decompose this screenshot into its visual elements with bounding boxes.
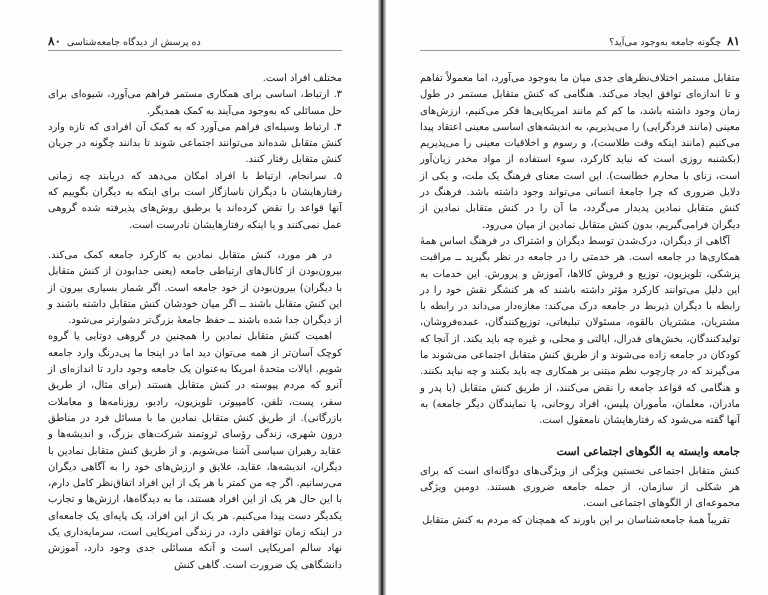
book-gutter <box>378 0 386 595</box>
section-heading: جامعه وابسته به الگوهای اجتماعی است <box>556 444 740 458</box>
list-item-text: ارتباط وسیله‌ای فراهم می‌آورد که به کمک آن افرادی که تازه وارد کنش متقابل شده‌اند می‌توانند اجتماعی شوند تا بدانند چگونه در جریان کنش متقابل رفتار کنند. <box>48 121 342 166</box>
right-paragraph-2: آگاهی از دیگران، درک‌شدن توسط دیگران و اشتراک در فرهنگ اساس همهٔ همکاری‌ها در جامعه است. هر خدمتی را در جامعه در نظر بگیرید ــ مراقبت پزشکی، تلویزیون، توزیع و فروش کالاها، آموزش و پرورش. این خدمات به این دلیل می‌توانند کارکرد مؤثر داشته باشند که هر کنشگر نقش خود را در رابطه با دیگران ذیربط در جامعه درک می‌کند: مغازه‌دار می‌داند در رابطه با مشتریان، مشتریان بالقوه، مسئولان تبلیغاتی، توزیع‌کنندگان، عمده‌فروشان، تولیدکنندگان، بخش‌های فدرال، ایالتی و محلی، و غیره چه باید بکند. از آنجا که کودکان در جامعه زاده می‌شوند و از طریق کنش متقابل اجتماعی می‌شوند ما می‌گیرند که در چارچوب نظم مبتنی بر همکاری چه باید بکنند و چه نباید بکنند. و هنگامی که قواعد جامعه را نقض می‌کنند، از طریق کنش متقابل (با پدر و مادران، معلمان، مأموران پلیس، افراد روحانی، یا نمایندگان دیگر جامعه) به آنها گفته می‌شود که رفتارهایشان نامعقول است. <box>420 235 740 427</box>
left-page <box>0 0 378 595</box>
numbered-list <box>48 87 342 234</box>
right-paragraph-4: تقریباً همهٔ جامعه‌شناسان بر این باورند که همچنان که مردم به کنش متقابل <box>422 514 730 526</box>
right-body-text <box>420 71 740 529</box>
left-paragraph-2: اهمیت کنش متقابل نمادین را همچنین در گروهی دوتایی یا گروه کوچک آسان‌تر از همه می‌توان دید اما در اینجا ما پی‌درنگ وارد جامعه شویم. ایالات متحدهٔ امریکا به‌عنوان یک جامعه وجود دارد تا اندازه‌ای از آنرو که مردم پیوسته در کنش متقابل هستند (برای مثال، از طریق سفر، پست، تلفن، کامپیوتر، تلویزیون، رادیو، روزنامه‌ها و معاملات بازرگانی). از طریق کنش متقابل نمادین ما با مسائل فرد در مناطق درون شهری، زندگی رؤسای ثروتمند شرکت‌های بزرگ، و اندیشه‌ها و عقاید رهبران سیاسی آشنا می‌شویم. و از طریق کنش متقابل نمادین با دیگران، اندیشه‌ها، عقاید، علایق و ارزش‌های خود را به آگاهی دیگران می‌رسانیم. اگر چه من کمتر با هر یک از این افراد اتفاق‌نظر کامل دارم، با این حال هر یک از این افراد هستند، ما به دیدگاه‌ها، ارزش‌ها و تجارب یکدیگر دست پیدا می‌کنیم. هر یک از این افراد، یک پایه‌ای یک جامعه‌ای در اینکه زمان توافقی دارد، در زندگی امریکایی است، سرمایه‌داری یک نهاد سالم امریکایی است و آنکه مسائلی جدی وجود دارد، آموزش دانشگاهی یک ضرورت است. گاهی کنش <box>48 331 342 571</box>
list-item <box>48 120 342 169</box>
list-item <box>48 169 342 234</box>
list-item-number: ۴. <box>333 121 343 133</box>
left-intro-line: مختلف افراد است. <box>262 73 342 84</box>
right-paragraph-3: کنش متقابل اجتماعی نخستین ویژگی از ویژگی‌های دوگانه‌ای است که برای هر شکلی از سازمان، از جمله جامعه ضروری هستند. دومین ویژگی مجموعه‌ای از الگوهای اجتماعی است. <box>420 465 740 510</box>
right-page-number: ۸۱ <box>727 34 740 48</box>
left-body-text <box>48 71 342 574</box>
list-item-number: ۵. <box>333 170 342 182</box>
left-page-number: ۸۰ <box>48 34 61 48</box>
left-running-title: ده پرسش از دیدگاه جامعه‌شناسی <box>66 37 201 48</box>
left-running-head <box>48 34 342 51</box>
list-item-text: سرانجام، ارتباط با افراد امکان می‌دهد که دریابند چه زمانی رفتارهایشان با دیگران ناسازگار است برای اینکه به دیگران بگوییم که آنها قواعد را نقض کرده‌اند یا برطبق روش‌های پذیرفته شده گروهی عمل نمی‌کنند و یا اینکه رفتارهایشان نادرست است. <box>48 170 342 231</box>
list-item-text: ارتباط، اساسی برای همکاری مستمر فراهم می‌آورد، شیوه‌ای برای حل مسائلی که به‌وجود می‌آیند به کمک همدیگر. <box>48 89 342 117</box>
right-page <box>386 0 768 595</box>
list-item <box>48 87 342 120</box>
right-paragraph-1: متقابل مستمر اختلاف‌نظرهای جدی میان ما به‌وجود می‌آورد، اما معمولاً تفاهم و تا اندازه‌ای توافق ایجاد می‌کند. هنگامی که کنش متقابل مستمر در طول زمان وجود داشته باشد، ما کم کم مانند امریکایی‌ها فکر می‌کنیم، ارزش‌های معینی (مانند فردگرایی) را می‌پذیریم، به اندیشه‌های اساسی معینی اعتقاد پیدا می‌کنیم (مانند اینکه وقت طلاست)، و رسوم و اخلاقیات معینی را می‌پذیریم (بکشنبه روزی است که نباید کارکرد، سوء استفاده از مواد مخدر زیان‌آور است، زنای با محارم خطاست). این است معنای فرهنگ یک ملت، و یکی از دلایل ضروری که چرا جامعهٔ انسانی می‌تواند وجود داشته باشد. فرهنگ در کنش متقابل نمادین پدیدار می‌گردد، ما آن را در کنش متقابل نمادین از دیگران فرامی‌گیریم، بدون کنش متقابل نمادین از میان می‌رود. <box>420 73 740 231</box>
list-item-number: ۳. <box>333 89 342 101</box>
right-running-head <box>420 34 740 51</box>
right-running-title: چگونه جامعه به‌وجود می‌آید؟ <box>609 37 722 48</box>
left-paragraph-1: در هر مورد، کنش متقابل نمادین به کارکرد جامعه کمک می‌کند. بیرون‌بودن از کانال‌های ارتباطی جامعه (یعنی جدابودن از کنش متقابل با دیگران) بیرون‌بودن از خود جامعه است. اگر شمار بسیاری بیرون از این کنش متقابل باشند ــ اگر میان خودشان کنش متقابل داشته باشند و از دیگران جدا شده باشند ــ حفظ جامعهٔ بزرگ‌تر دشوارتر می‌شود. <box>48 249 342 327</box>
